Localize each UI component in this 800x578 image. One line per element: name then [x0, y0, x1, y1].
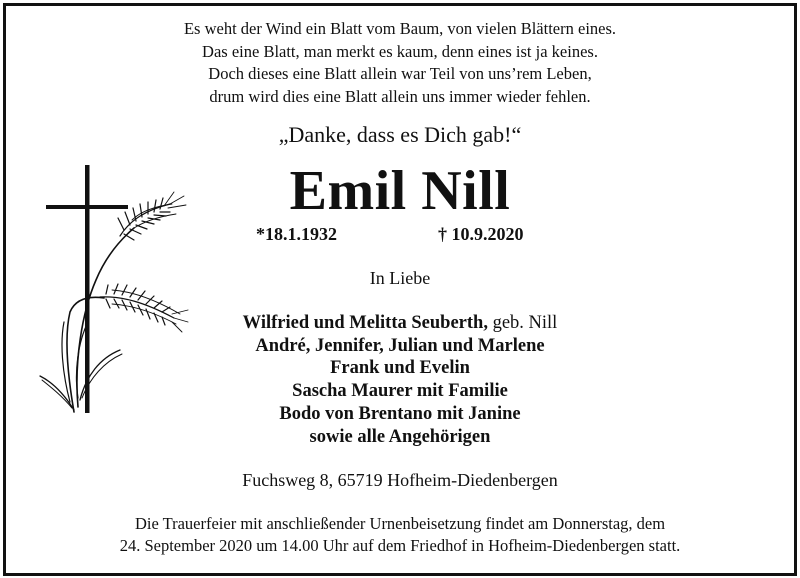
cross-with-wheat-icon: [34, 162, 194, 422]
in-love-label: In Liebe: [369, 268, 431, 288]
ceremony-line-1: Die Trauerfeier mit anschließender Urnenbeisetzung findet am Donnerstag, dem: [134, 514, 666, 533]
poem-line-1: Es weht der Wind ein Blatt vom Baum, von vielen Blättern eines.: [183, 19, 617, 38]
birth-date: *18.1.1932: [256, 224, 337, 244]
mourner-line-3: Frank und Evelin: [330, 358, 470, 379]
mourner-line-4: Sascha Maurer mit Familie: [292, 381, 508, 402]
poem-line-2: Das eine Blatt, man merkt es kaum, denn eines ist ja keines.: [202, 41, 598, 61]
maiden-name: geb. Nill: [487, 313, 558, 333]
poem-line-4: drum wird dies eine Blatt allein uns immer wieder fehlen.: [209, 86, 591, 106]
address: Fuchsweg 8, 65719 Hofheim-Diedenbergen: [242, 470, 558, 490]
mourner-name: Wilfried und Melitta Seuberth,: [242, 313, 488, 333]
ceremony-line-2: 24. September 2020 um 14.00 Uhr auf dem Friedhof in Hofheim-Diedenbergen statt.: [119, 536, 681, 555]
mourner-line-5: Bodo von Brentano mit Janine: [279, 403, 521, 424]
death-date: † 10.9.2020: [438, 224, 524, 244]
ceremony-info: [0, 513, 800, 557]
deceased-name: Emil Nill: [289, 160, 511, 222]
poem: [0, 18, 800, 108]
mourner-line-2: André, Jennifer, Julian und Marlene: [255, 335, 545, 356]
mourner-line-6: sowie alle Angehörigen: [309, 426, 491, 447]
quote: „Danke, dass es Dich gab!“: [278, 122, 522, 147]
poem-line-3: Doch dieses eine Blatt allein war Teil von uns’rem Leben,: [208, 64, 592, 83]
